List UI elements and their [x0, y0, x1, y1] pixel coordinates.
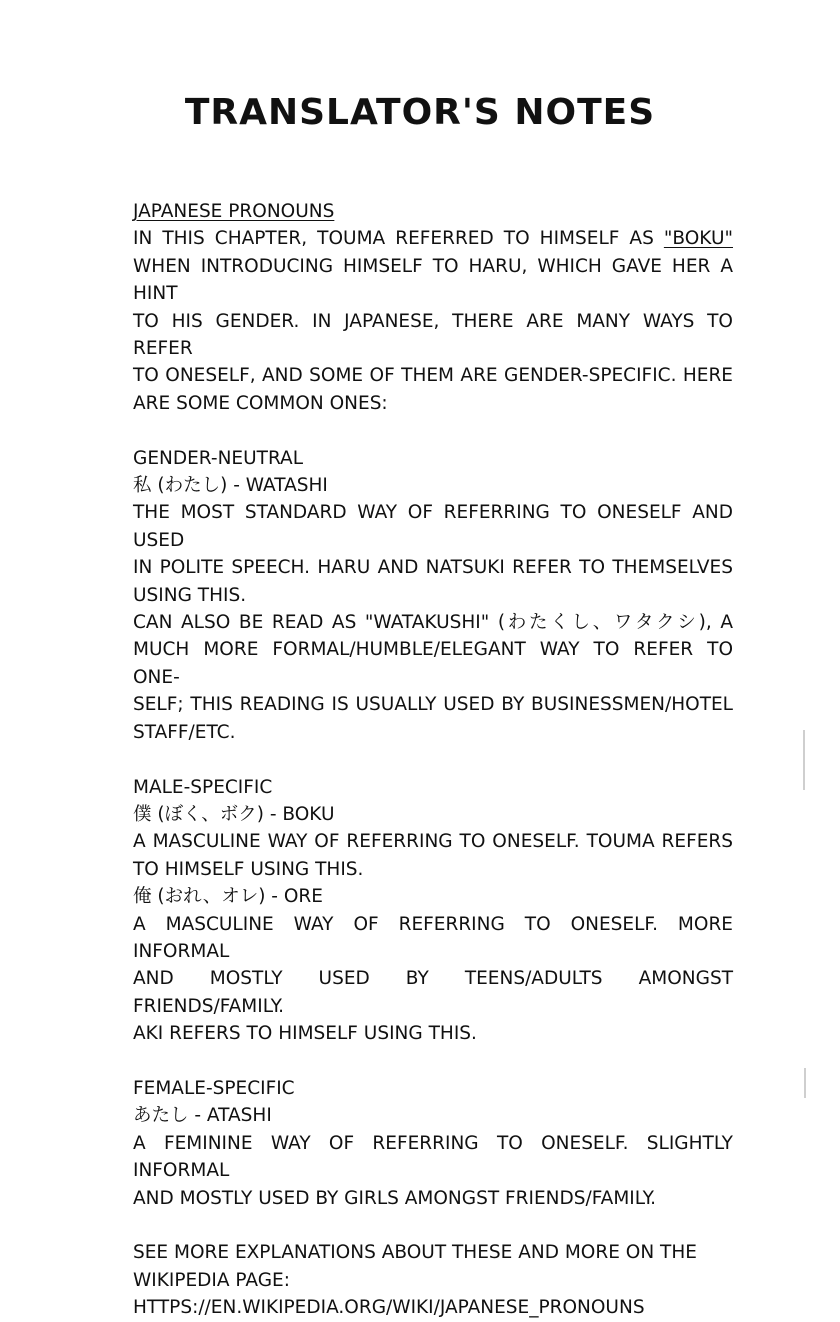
- neutral-desc-line: THE MOST STANDARD WAY OF REFERRING TO ONESELF AND USED: [133, 502, 733, 551]
- intro-line-1-text: IN THIS CHAPTER, TOUMA REFERRED TO HIMSELF AS: [133, 228, 654, 250]
- spacer: [133, 746, 733, 773]
- intro-line-2: WHEN INTRODUCING HIMSELF TO HARU, WHICH GAVE HER A HINT: [133, 255, 733, 305]
- male-ore-desc-line: AKI REFERS TO HIMSELF USING THIS.: [133, 1023, 477, 1045]
- scan-edge-mark: [804, 1068, 806, 1098]
- neutral-term-watashi: 私 (わたし) - WATASHI: [133, 475, 328, 497]
- female-desc-line: AND MOSTLY USED BY GIRLS AMONGST FRIENDS/FAMILY.: [133, 1187, 657, 1209]
- neutral-heading: GENDER-NEUTRAL: [133, 447, 304, 469]
- male-heading: MALE-SPECIFIC: [133, 776, 273, 798]
- neutral-desc-line: SELF; THIS READING IS USUALLY USED BY BUSINESSMEN/HOTEL: [133, 694, 733, 716]
- male-term-ore: 俺 (おれ、オレ) - ORE: [133, 886, 323, 908]
- section-heading: JAPANESE PRONOUNS: [133, 201, 335, 222]
- page-title: TRANSLATOR'S NOTES: [184, 92, 656, 133]
- intro-line-4: TO ONESELF, AND SOME OF THEM ARE GENDER-SPECIFIC. HERE: [133, 365, 733, 387]
- male-boku-desc-line: A MASCULINE WAY OF REFERRING TO ONESELF. TOUMA REFERS: [133, 831, 733, 853]
- boku-quote: "BOKU": [663, 228, 733, 250]
- female-desc-line: A FEMININE WAY OF REFERRING TO ONESELF. SLIGHTLY INFORMAL: [133, 1132, 733, 1182]
- footer-line-1: SEE MORE EXPLANATIONS ABOUT THESE AND MORE ON THE: [133, 1242, 697, 1264]
- male-ore-desc-line: A MASCULINE WAY OF REFERRING TO ONESELF. MORE INFORMAL: [133, 913, 733, 962]
- female-term-atashi: あたし - ATASHI: [133, 1105, 272, 1127]
- neutral-desc-line: MUCH MORE FORMAL/HUMBLE/ELEGANT WAY TO REFER TO ONE-: [133, 639, 733, 688]
- notes-body: [133, 198, 733, 1322]
- neutral-desc-line: STAFF/ETC.: [133, 721, 236, 743]
- female-heading: FEMALE-SPECIFIC: [133, 1077, 295, 1099]
- scan-edge-mark: [803, 730, 805, 790]
- footer-line-2: WIKIPEDIA PAGE:: [133, 1269, 290, 1291]
- intro-line-3: TO HIS GENDER. IN JAPANESE, THERE ARE MANY WAYS TO REFER: [133, 310, 733, 360]
- intro-line-5: ARE SOME COMMON ONES:: [133, 392, 388, 414]
- male-boku-desc-line: TO HIMSELF USING THIS.: [133, 858, 364, 880]
- spacer: [133, 1212, 733, 1239]
- male-ore-desc-line: AND MOSTLY USED BY TEENS/ADULTS AMONGST FRIENDS/FAMILY.: [133, 968, 733, 1017]
- neutral-desc-line: IN POLITE SPEECH. HARU AND NATSUKI REFER TO THEMSELVES: [133, 557, 733, 579]
- neutral-desc-line: USING THIS.: [133, 584, 247, 606]
- neutral-desc-line: CAN ALSO BE READ AS "WATAKUSHI" (わたくし、ワタクシ), A: [133, 612, 733, 634]
- male-term-boku: 僕 (ぼく、ボク) - BOKU: [133, 803, 335, 825]
- spacer: [133, 1048, 733, 1075]
- intro-line-1: [133, 225, 733, 252]
- spacer: [133, 417, 733, 444]
- wikipedia-url: HTTPS://EN.WIKIPEDIA.ORG/WIKI/JAPANESE_PRONOUNS: [133, 1297, 645, 1319]
